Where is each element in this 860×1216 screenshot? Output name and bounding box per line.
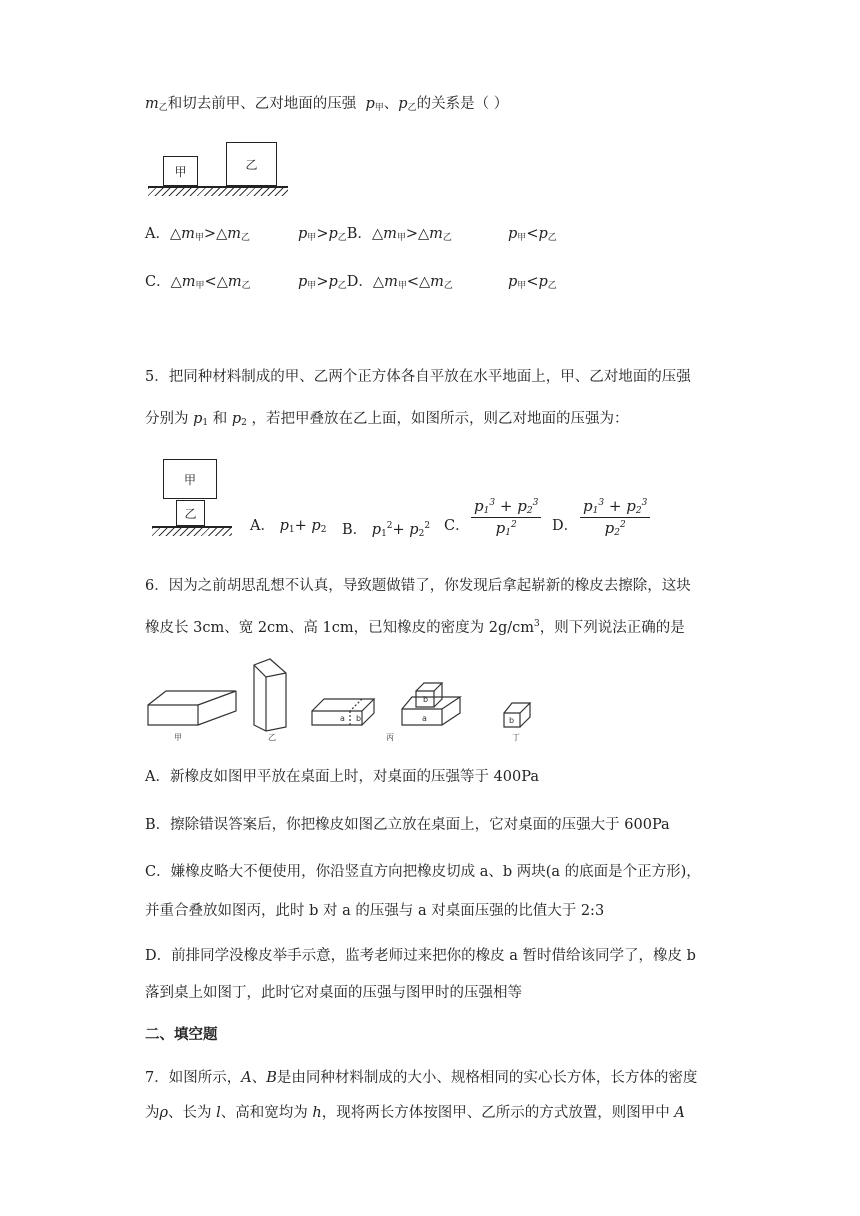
q6-option-c-line2: 并重合叠放如图丙，此时 b 对 a 的压强与 a 对桌面压强的比值大于 2:3 bbox=[145, 903, 605, 919]
ground-hatch-q5 bbox=[152, 528, 232, 536]
q6-line2: 橡皮长 3cm、宽 2cm、高 1cm，已知橡皮的密度为 $2g/cm^3$，则下列说法正确的是 bbox=[145, 619, 685, 636]
q6-option-d-line2: 落到桌上如图丁，此时它对桌面的压强与图甲时的压强相等 bbox=[145, 985, 522, 1001]
eraser-bing-right bbox=[402, 683, 460, 725]
q5-option-b: B． $p_1^2+ p_2^2$ bbox=[342, 521, 431, 539]
q5-line1: 5．把同种材料制成的甲、乙两个正方体各自平放在水平地面上，甲、乙对地面的压强 bbox=[145, 369, 691, 385]
q5-option-d-label: D． bbox=[552, 518, 579, 534]
q7-line1: 7．如图所示，A、B是由同种材料制成的大小、规格相同的实心长方体，长方体的密度 bbox=[145, 1070, 698, 1086]
block-jia: 甲 bbox=[163, 156, 198, 186]
label-a-bing: a bbox=[340, 714, 345, 723]
ground-hatch bbox=[148, 188, 288, 196]
label-a-bing2: a bbox=[422, 714, 427, 723]
q6-line1: 6．因为之前胡思乱想不认真，导致题做错了，你发现后拿起崭新的橡皮去擦除，这块 bbox=[145, 578, 691, 594]
eraser-jia bbox=[148, 691, 236, 725]
q7-line2: 为ρ、长为 l、高和宽均为 h，现将两长方体按图甲、乙所示的方式放置，则图甲中 A bbox=[145, 1105, 685, 1121]
label-jia: 甲 bbox=[174, 733, 182, 742]
q5-option-c-label: C． bbox=[444, 518, 470, 534]
block-yi: 乙 bbox=[226, 142, 277, 186]
label-ding: 丁 bbox=[512, 733, 520, 742]
q4-option-b-p: $p_甲<p_乙$ bbox=[508, 226, 557, 243]
q6-figure bbox=[140, 655, 560, 745]
q6-option-a: A．新橡皮如图甲平放在桌面上时，对桌面的压强等于 400Pa bbox=[145, 769, 540, 785]
block-jia-stacked: 甲 bbox=[163, 459, 217, 499]
block-yi-bottom: 乙 bbox=[176, 500, 205, 526]
eraser-ding bbox=[504, 703, 530, 727]
q5-option-d-fraction: $\frac{p_1^3 + p_2^3}{p_2^2}$ bbox=[580, 497, 650, 538]
q4-option-a-p: $p_甲>p_乙B$．$\triangle m_甲>\triangle m_乙$ bbox=[298, 226, 452, 243]
q6-option-c-line1: C．嫌橡皮略大不便使用，你沿竖直方向把橡皮切成 a、b 两块(a 的底面是个正方形)， bbox=[145, 864, 701, 880]
q4-option-d-p: $p_甲<p_乙$ bbox=[508, 274, 557, 291]
q4-options-cd: C．$\triangle m_甲<\triangle m_乙$ bbox=[145, 274, 251, 291]
q6-option-b: B．擦除错误答案后，你把橡皮如图乙立放在桌面上，它对桌面的压强大于 600Pa bbox=[145, 817, 670, 833]
q5-line2: 分别为 $p_1$ 和 $p_2$ ，若把甲叠放在乙上面，如图所示，则乙对地面的压强为： bbox=[145, 411, 629, 428]
label-b-bing: b bbox=[356, 714, 362, 723]
q6-option-d-line1: D．前排同学没橡皮举手示意，监考老师过来把你的橡皮 a 暂时借给该同学了，橡皮 b bbox=[145, 948, 696, 964]
label-yi: 乙 bbox=[268, 733, 276, 742]
label-bing: 丙 bbox=[386, 733, 394, 742]
q5-option-c-fraction: $\frac{p_1^3 + p_2^3}{p_1^2}$ bbox=[471, 497, 541, 538]
q4-options-ab: A．$\triangle m_甲>\triangle m_乙$ bbox=[145, 226, 250, 243]
q4-option-c-p: $p_甲>p_乙D$．$\triangle m_甲<\triangle m_乙$ bbox=[298, 274, 453, 291]
q4-line1: $m_乙$和切去前甲、乙对地面的压强 $p_甲$、$p_乙$的关系是（ ） bbox=[145, 96, 509, 113]
section-heading: 二、填空题 bbox=[145, 1027, 218, 1043]
label-b-bing2: b bbox=[423, 695, 429, 704]
eraser-yi bbox=[254, 659, 286, 731]
q5-option-a: A． $p_1+ p_2$ bbox=[250, 518, 327, 535]
label-b-ding: b bbox=[509, 716, 515, 725]
